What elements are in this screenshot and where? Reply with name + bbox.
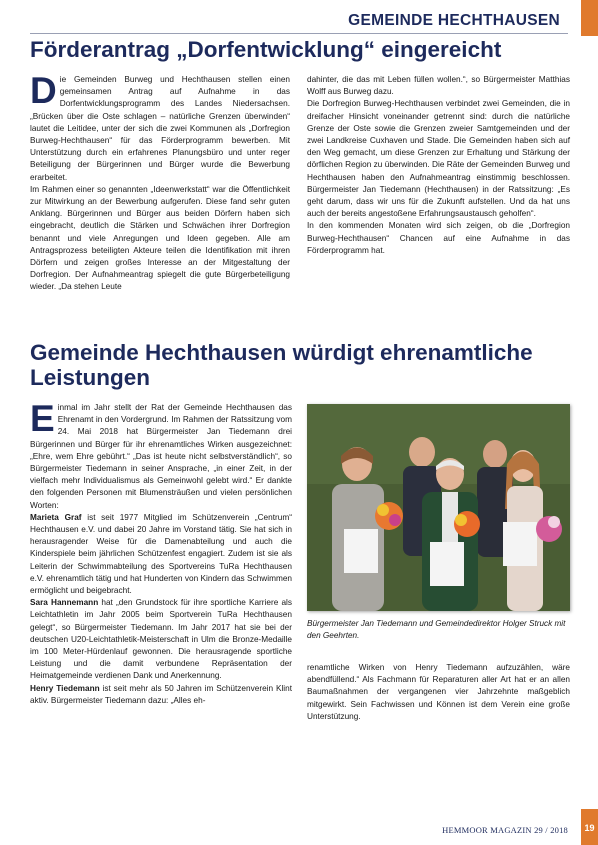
honoree-paragraph-1 xyxy=(30,512,292,597)
footer-magazine-label: HEMMOOR MAGAZIN 29 / 2018 xyxy=(442,825,568,835)
article-2-headline: Gemeinde Hechthausen würdigt ehrenamtliche Leistungen xyxy=(30,340,533,391)
article-1-paragraph-1: ie Gemeinden Burweg und Hechthausen stellen einen gemeinsamen Antrag auf Aufnahme in das Dorfentwicklungsprogramm des Landes Niedersachsen. „Brücken über die Oste schlagen – natürliche Grenzen überwinden“ lautet die Leitidee, unter der sich die zwei Kommunen als „Dorfregion Burweg-Hechthausen“ für das Förderprogramm bewerben. Mit Unterstützung durch ein erfahrenes Planungsbüro und unter reger Beteiligung der Bürgerinnen und Bürger wurde die Bewerbung erarbeitet. xyxy=(30,75,290,182)
article-2-column-left xyxy=(30,398,293,707)
honoree-name-3: Henry Tiedemann xyxy=(30,683,100,693)
photo-caption: Bürgermeister Jan Tiedemann und Gemeindedirektor Holger Struck mit den Geehrten. xyxy=(307,619,566,640)
article-1-headline: Förderantrag „Dorfentwicklung“ eingereicht xyxy=(30,37,502,62)
page-number: 19 xyxy=(581,809,598,845)
honoree-name-2: Sara Hannemann xyxy=(30,598,99,608)
honoree-text-3: ist seit mehr als 50 Jahren im Schützenverein Klint aktiv. Bürgermeister Tiedemann dazu: „Alles eh- xyxy=(30,683,293,705)
article-1-paragraph-2: Im Rahmen einer so genannten „Ideenwerkstatt“ war die Öffentlichkeit zur Mitwirkung an der Bewerbung aufgerufen. Diese fand sehr guten Anklang. Bürgerinnen und Bürger aus beiden Dörfern haben sich eingebracht, deutlich die Stärken und Schwächen ihrer Dorfregion benannt und viele Anregungen und Ideen gegeben. Alle am Antragsprozess beteiligten Akteure teilen die Identifikation mit ihren Dörfern und zeigen großes Interesse an der Mitgestaltung der Dorfregion. Der Aufnahmeantrag spiegelt die gute Bürgerbeteiligung wieder. „Da stehen Leute xyxy=(30,184,290,292)
article-2-column-right xyxy=(307,662,570,723)
honoree-paragraph-3 xyxy=(30,683,292,707)
group-photo-illustration xyxy=(307,404,570,611)
honoree-text-1: ist seit 1977 Mitglied im Schützenverein „Centrum“ Hechthausen e.V. und dabei 20 Jahre im Vorstand tätig. Sie hat sich in herausragender Weise für die Damenabteilung und auch die Kinderspiele beim jährlichen Schützenfest engagiert. Zudem ist sie als Leiterin der Schwimmabteilung des Sportvereins TuRa Hechthausen e.V. ehrenamtlich tätig und hat Hunderten von Kindern das Schwimmen ermöglicht und beigebracht. xyxy=(30,512,292,596)
article-1-dropcap: D xyxy=(30,70,57,111)
article-2-dropcap: E xyxy=(30,398,55,439)
article-1-paragraph-4: Die Dorfregion Burweg-Hechthausen verbindet zwei Gemeinden, die in dreifacher Hinsicht voneinander getrennt sind: durch die natürliche Grenze der Oste sowie die Grenzen zweier Samtgemeinden und der zwei Landkreise Cuxhaven und Stade. Die Gemeinden haben sich auf den Weg gemacht, um diese Grenzen zur Erhaltung und Stärkung der dörflichen Region zu überwinden. Die Räte der Gemeinden Burweg und Hechthausen haben den Aufnahmeantrag einstimmig beschlossen. Bürgermeister Jan Tiedemann (Hechthausen) in der Ratssitzung: „Es geht darum, dass wir uns für die Zukunft aufstellen. Und da hat uns auch der bereits angestoßene Erfahrungsaustausch geholfen“. xyxy=(307,99,570,219)
article-2-intro: inmal im Jahr stellt der Rat der Gemeinde Hechthausen das Ehrenamt in den Vordergrund. Im Rahmen der Ratssitzung vom 24. Mai 2018 hat Bürgermeister Jan Tiedemann drei Bürgerinnen und Bürger für ihr ehrenamtliches Wirken ausgezeichnet: „Ehre, wem Ehre gebührt.“ „Das ist heute nicht selbstverständlich“, so Bürgermeister Tiedemann in seiner Ansprache, „in einer Zeit, in der vielfach mehr Individualismus als Gemeinwohl gelebt wird.“ Er dankte den folgenden Personen mit Blumensträußen und vielen persönlichen Worten: xyxy=(30,403,292,510)
article-2-continuation: renamtliche Wirken von Henry Tiedemann aufzuzählen, wäre abendfüllend.“ Als Fachmann für Reparaturen aller Art hat er an allen Baumaßnahmen der vergangenen vier Jahrzehnte maßgeblich mitgewirkt. Sein Fachwissen und Können ist dem Verein eine große Unterstützung. xyxy=(307,663,570,721)
top-accent-bar xyxy=(581,0,598,36)
group-photo xyxy=(307,404,570,611)
honoree-paragraph-2 xyxy=(30,597,292,682)
article-1-paragraph-5: In den kommenden Monaten wird sich zeigen, ob die „Dorfregion Burweg-Hechthausen“ Chancen auf eine Aufnahme in das Förderprogramm hat. xyxy=(307,221,570,255)
honoree-text-2: hat „den Grundstock für ihre sportliche Karriere als Leichtathletin im Jahr 2005 beim Sportverein TuRa Hechthausen gelegt“, so Bürgermeister Tiedemann. Im Jahr 2017 hat sie bei der deutschen U20-Leichtathletik-Meisterschaft in Ulm die Bronze-Medaille im 100 Meter-Hürdenlauf gewonnen. Die herausragende sportliche Leistung und die damit verbundene Repräsentation der Heimatgemeinde verdienen Dank und Anerkennung. xyxy=(30,598,292,681)
article-1-paragraph-3: dahinter, die das mit Leben füllen wollen.“, so Bürgermeister Matthias Wolff aus Burweg dazu. xyxy=(307,75,570,97)
header-rule xyxy=(30,33,568,34)
article-1-column-right xyxy=(307,74,570,257)
article-1-column-left xyxy=(30,70,290,294)
honoree-name-1: Marieta Graf xyxy=(30,512,82,522)
section-title: GEMEINDE HECHTHAUSEN xyxy=(348,12,560,29)
